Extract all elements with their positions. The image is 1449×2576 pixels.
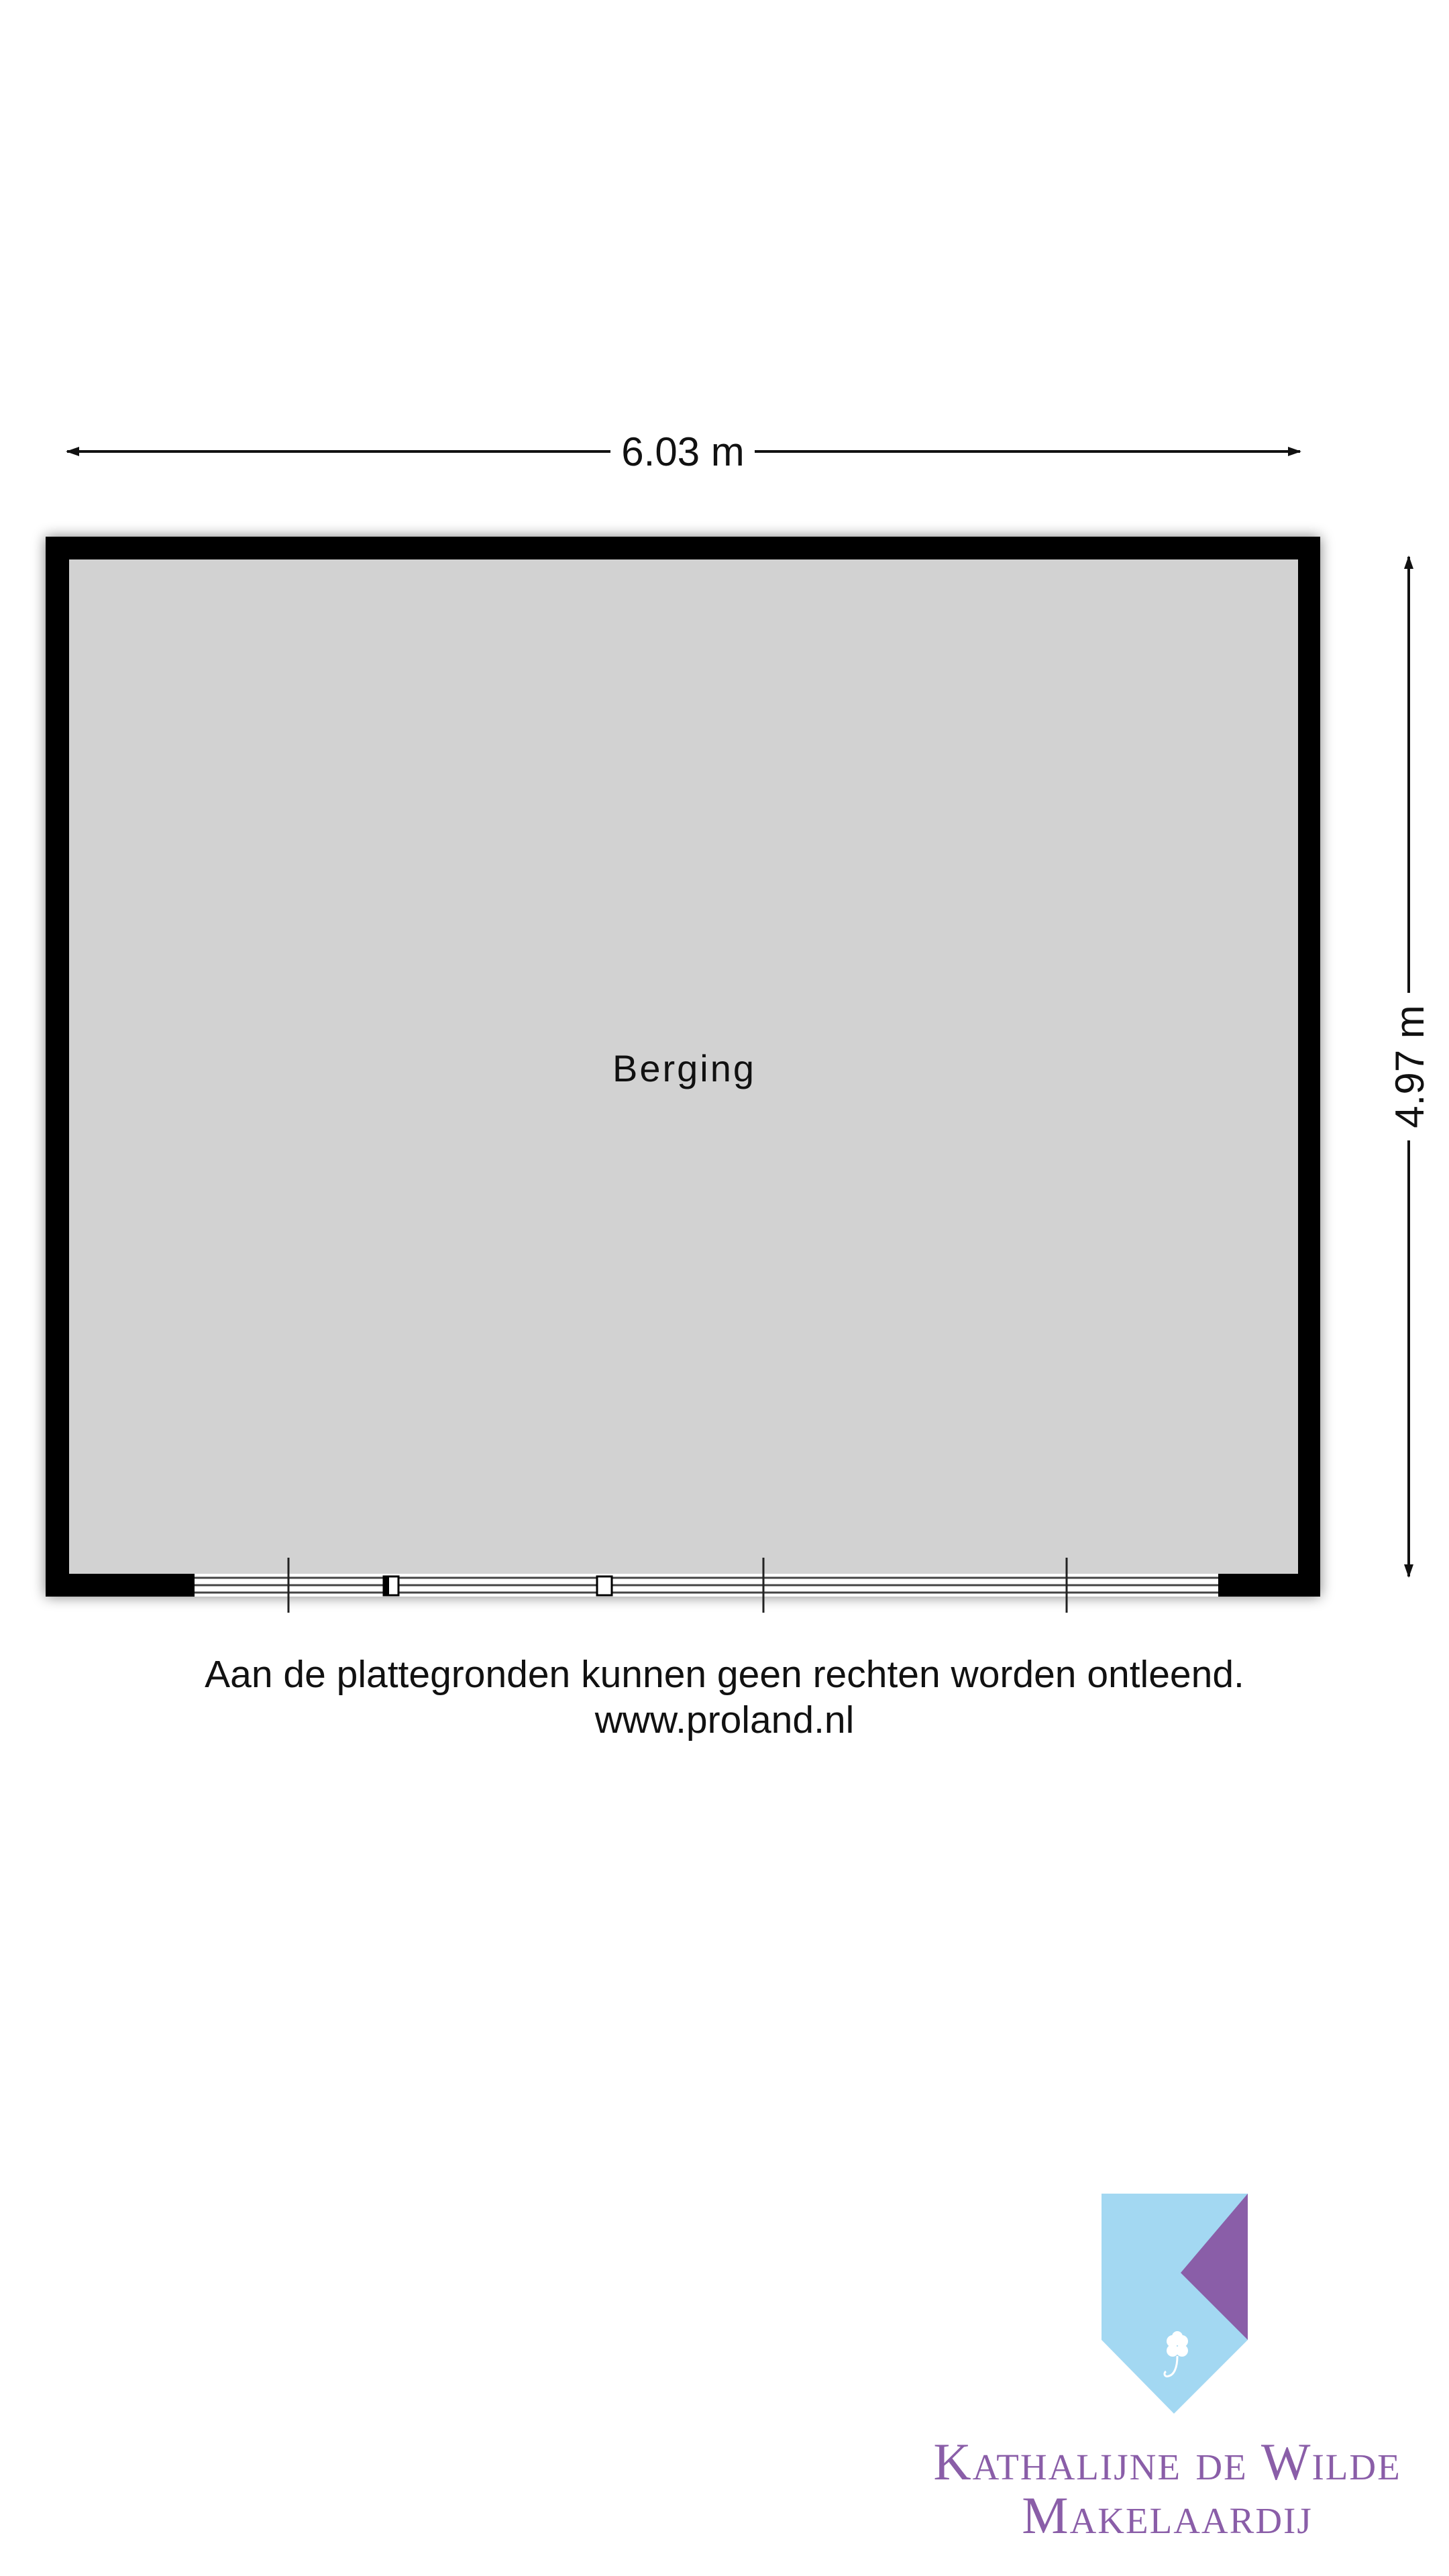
height-label: 4.97 m <box>1387 1005 1432 1128</box>
disclaimer-text: Aan de plattegronden kunnen geen rechten worden ontleend. <box>205 1653 1244 1696</box>
width-dimension <box>67 429 1300 474</box>
height-dimension <box>1387 557 1432 1576</box>
website-link[interactable]: www.proland.nl <box>594 1699 855 1741</box>
brand-subtitle: Makelaardij <box>1022 2486 1313 2544</box>
brand-logo <box>1087 2174 1261 2422</box>
width-label: 6.03 m <box>621 429 745 474</box>
brand-name: Kathalijne de Wilde <box>933 2432 1401 2491</box>
room-label: Berging <box>612 1047 757 1089</box>
